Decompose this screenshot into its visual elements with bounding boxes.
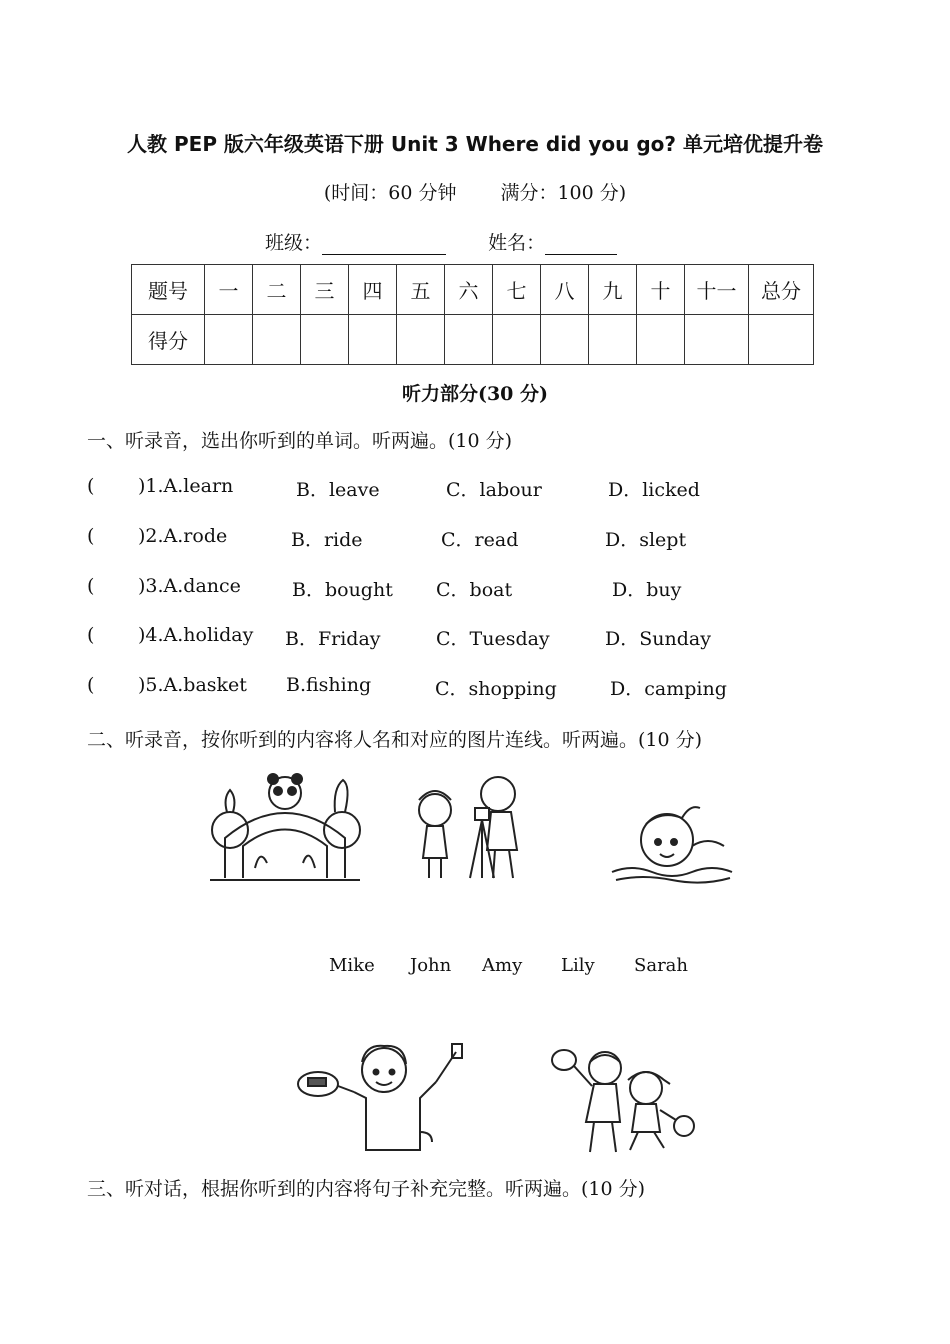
option-a: )5.A.basket [138,674,247,696]
score-table-score-row [132,315,814,365]
option-b: B.fishing [286,674,372,696]
option-c: C．shopping [435,678,557,700]
score-table-header-row [132,265,814,315]
option-d: D．slept [605,529,687,551]
option-c: C．Tuesday [436,628,550,650]
name-lily[interactable]: Lily [561,955,595,976]
option-a: )3.A.dance [138,575,241,597]
option-c: C．read [441,529,519,551]
full-score: 满分：100 分) [500,182,627,204]
option-a: )4.A.holiday [138,624,254,646]
option-d: D．buy [612,579,682,601]
col-header: 三 [301,265,349,315]
score-cell[interactable] [493,315,541,365]
col-header: 五 [397,265,445,315]
option-a: )1.A.learn [138,475,234,497]
score-cell[interactable] [445,315,493,365]
class-label: 班级： [265,232,323,254]
col-header: 二 [253,265,301,315]
name-amy[interactable]: Amy [482,955,523,976]
catching-butterflies-icon [550,1044,730,1156]
option-d: D．Sunday [605,628,711,650]
score-cell[interactable] [749,315,814,365]
name-mike[interactable]: Mike [329,955,375,976]
option-c: C．boat [436,579,513,601]
taking-photo-icon [405,770,525,884]
option-d: D．licked [608,479,700,501]
score-cell[interactable] [253,315,301,365]
swimming-icon [612,790,732,886]
score-cell[interactable] [301,315,349,365]
answer-bracket[interactable]: ( [87,674,95,696]
section1-heading: 一、听录音，选出你听到的单词。听两遍。(10 分) [87,430,513,452]
score-cell[interactable] [637,315,685,365]
zoo-gate-icon [205,768,365,886]
score-cell[interactable] [589,315,637,365]
answer-bracket[interactable]: ( [87,525,95,547]
col-header: 一 [205,265,253,315]
option-d: D．camping [610,678,727,700]
option-a: )2.A.rode [138,525,228,547]
name-label: 姓名： [488,232,546,254]
option-b: B．ride [291,529,363,551]
student-info [265,228,617,255]
cooking-icon [296,1042,471,1154]
col-header: 七 [493,265,541,315]
score-table [131,264,814,365]
score-cell[interactable] [205,315,253,365]
row-header-question: 题号 [132,265,205,315]
row-header-score: 得分 [132,315,205,365]
section3-heading: 三、听对话，根据你听到的内容将句子补充完整。听两遍。(10 分) [87,1178,646,1200]
time-limit: (时间：60 分钟 [323,182,457,204]
score-cell[interactable] [397,315,445,365]
col-header: 八 [541,265,589,315]
col-header-total: 总分 [749,265,814,315]
col-header: 四 [349,265,397,315]
name-john[interactable]: John [410,955,452,976]
col-header: 六 [445,265,493,315]
option-c: C．labour [446,479,542,501]
class-blank[interactable] [322,234,446,255]
score-cell[interactable] [349,315,397,365]
option-b: B．leave [296,479,380,501]
col-header: 九 [589,265,637,315]
answer-bracket[interactable]: ( [87,475,95,497]
exam-time-info [0,178,950,205]
name-blank[interactable] [545,234,617,255]
col-header: 十 [637,265,685,315]
score-cell[interactable] [685,315,749,365]
option-b: B．bought [292,579,393,601]
listening-section-header: 听力部分(30 分) [401,383,549,405]
option-b: B．Friday [285,628,381,650]
section2-heading: 二、听录音，按你听到的内容将人名和对应的图片连线。听两遍。(10 分) [87,729,703,751]
page-title: 人教 PEP 版六年级英语下册 Unit 3 Where did you go? 单元培优提升卷 [127,132,823,156]
col-header: 十一 [685,265,749,315]
answer-bracket[interactable]: ( [87,575,95,597]
score-cell[interactable] [541,315,589,365]
answer-bracket[interactable]: ( [87,624,95,646]
name-sarah[interactable]: Sarah [634,955,688,976]
